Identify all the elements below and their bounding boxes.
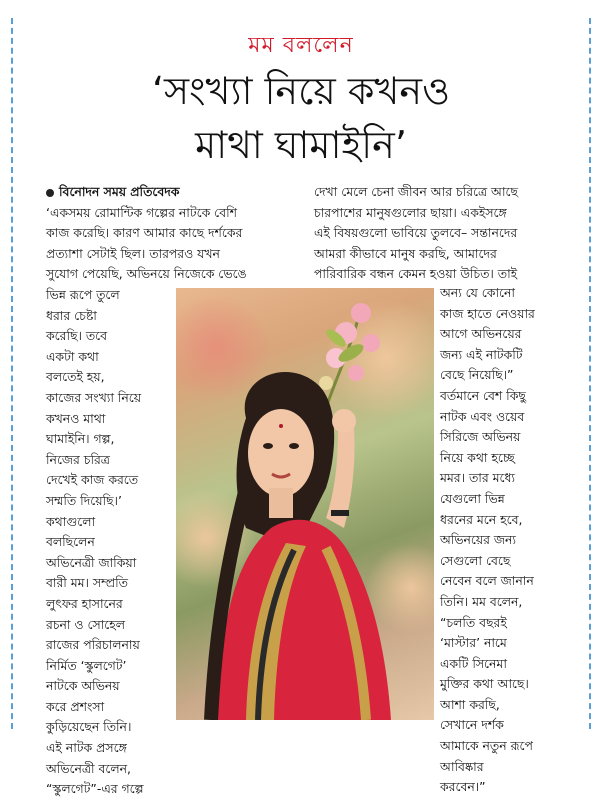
text-line: জন্য এই নাটকটি [440, 346, 523, 362]
column-right-top [314, 182, 574, 285]
text-line: অন্য যে কোনো [440, 285, 516, 300]
text-line: বলছিলেন [46, 534, 95, 550]
text-line: আবিষ্কার [440, 758, 484, 774]
text-line: কুড়িয়েছেন তিনি। [46, 719, 132, 735]
text-line: করে প্রশংসা [46, 698, 105, 714]
text-line: সেগুলো বেছে [440, 552, 511, 568]
text-line: বর্তমানে বেশ কিছু [440, 387, 526, 403]
paragraph-right-narrow [440, 283, 580, 798]
column-left-top [46, 182, 286, 285]
text-line: “চলতি বছরই [440, 614, 507, 630]
text-line: অভিনয়ের জন্য [440, 532, 517, 548]
headline-line-1: ‘সংখ্যা নিয়ে কখনও [151, 69, 451, 113]
text-line: করেছি। তবে [46, 328, 108, 344]
actress-photo [176, 288, 434, 720]
text-line: যেগুলো ভিন্ন [440, 490, 505, 506]
text-line: কথাগুলো [46, 513, 96, 529]
text-line: সম্মতি দিয়েছি।’ [46, 492, 122, 508]
text-line: অভিনেত্রী জাকিয়া [46, 554, 137, 570]
column-left-narrow [46, 285, 174, 800]
actress-illustration [176, 288, 434, 720]
text-line: একটা কথা [46, 348, 99, 364]
text-line: “স্কুলগেট”-এর গল্পে [46, 781, 144, 797]
text-line: আমাকে নতুন রূপে [440, 738, 533, 754]
text-line: বারী মম। সম্প্রতি [46, 575, 128, 591]
headline-line-2: মাথা ঘামাইনি’ [195, 123, 407, 167]
text-line: আশা করছি, [440, 696, 500, 712]
text-line: ধরার চেষ্টা [46, 307, 97, 323]
text-line: নিজের চরিত্র [46, 451, 110, 467]
text-line: কখনও মাথা [46, 410, 106, 426]
text-line: নির্মিত ‘স্কুলগেট’ [46, 657, 127, 673]
right-dashed-border [589, 18, 591, 729]
text-line: রাজের পরিচালনায় [46, 637, 140, 653]
text-line: বলতেই হয়, [46, 369, 105, 385]
text-line: কাজ হাতে নেওয়ার [440, 305, 535, 321]
text-line: ‘মাস্টার’ নামে [440, 635, 507, 651]
kicker: মম বললেন [248, 33, 354, 58]
text-line: ভিন্ন রূপে তুলে [46, 287, 120, 302]
text-line: তিনি। মম বলেন, [440, 593, 523, 609]
text-line: অভিনেত্রী বলেন, [46, 760, 131, 776]
text-line: করবেন।” [440, 779, 486, 795]
text-line: কাজের সংখ্যা নিয়ে [46, 389, 142, 405]
text-line: রচনা ও সোহেল [46, 616, 126, 632]
byline: বিনোদন সময় প্রতিবেদক [46, 182, 286, 203]
text-line: এই নাটক প্রসঙ্গে [46, 740, 127, 756]
text-line: নাটকে অভিনয় [46, 678, 120, 694]
text-line: ঘামাইনি। গল্প, [46, 431, 115, 447]
text-line: সেখানে দর্শক [440, 717, 504, 733]
left-dashed-border [11, 18, 13, 729]
text-line: সিরিজে অভিনয় [440, 429, 521, 445]
text-line: বেছে নিয়েছি।” [440, 367, 514, 383]
paragraph-left-narrow [46, 285, 174, 800]
text-line: নেবেন বলে জানান [440, 573, 534, 589]
text-line: ধরনের মনে হবে, [440, 511, 523, 527]
text-line: মুক্তির কথা আছে। [440, 676, 529, 692]
text-line: একটি সিনেমা [440, 655, 507, 671]
column-right-narrow [440, 283, 580, 798]
text-line: মমর। তার মধ্যে [440, 470, 515, 486]
bullet-icon [46, 189, 54, 197]
paragraph-left-top: ‘একসময় রোমান্টিক গল্পের নাটকে বেশি কাজ করেছি। কারণ আমার কাছে দর্শকের প্রত্যাশা সেটাই ছিল। তারপরও যখন সুযোগ পেয়েছি, অভিনয়ে নিজেকে ভেঙে [46, 204, 247, 282]
text-line: নিয়ে কথা হচ্ছে [440, 449, 515, 465]
paragraph-right-top: দেখা মেলে চেনা জীবন আর চরিত্রে আছে চারপাশের মানুষগুলোর ছায়া। একইসঙ্গে এই বিষয়গুলো ভাবিয়ে তুলবে– সন্তানদের আমরা কীভাবে মানুষ করছি, আমাদের পারিবারিক বন্ধন কেমন হওয়া উচিত। তাই [314, 184, 518, 282]
text-line: নাটক এবং ওয়েব [440, 408, 525, 424]
headline [40, 64, 562, 172]
text-line: লুৎফর হাসানের [46, 595, 123, 611]
text-line: দেখেই কাজ করতে [46, 472, 139, 488]
text-line: আগে অভিনয়ের [440, 326, 522, 342]
